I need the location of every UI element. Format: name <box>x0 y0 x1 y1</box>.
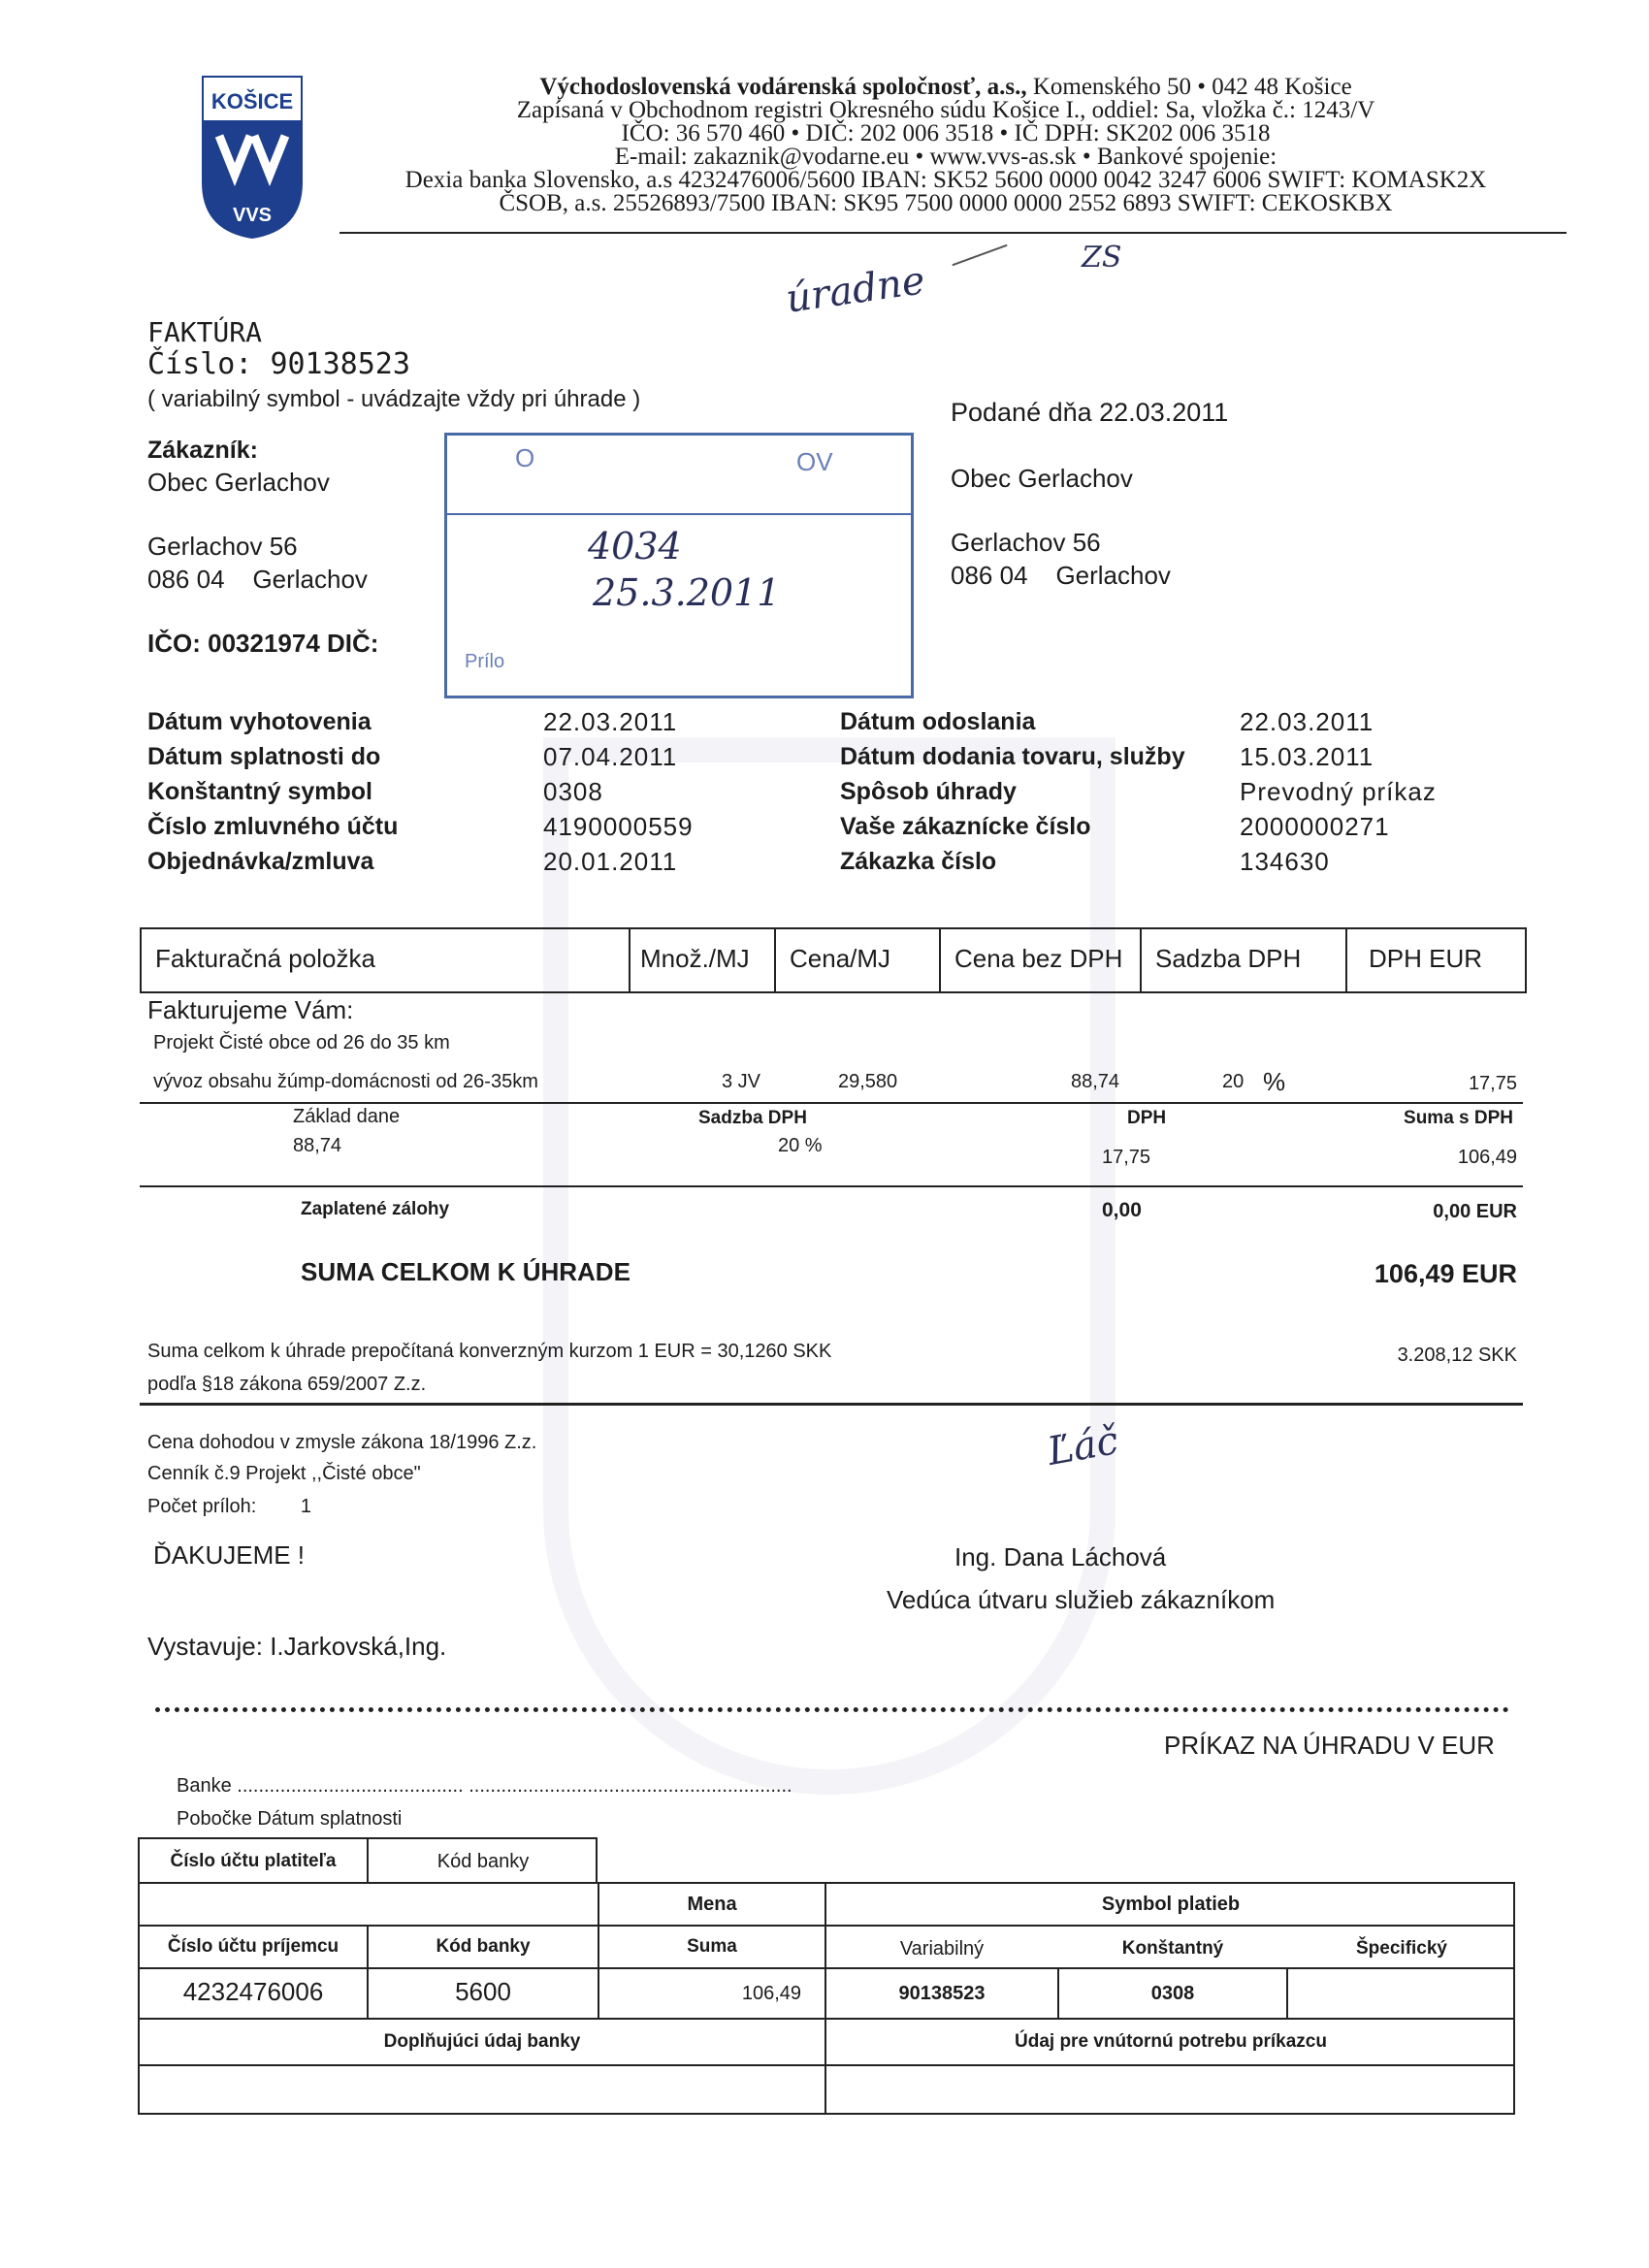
attachments-label: Počet príloh: <box>147 1496 257 1517</box>
detail-value: Prevodný príkaz <box>1240 777 1437 806</box>
signature: Ľáč <box>1044 1418 1122 1474</box>
customer-ico: IČO: 00321974 DIČ: <box>147 629 379 658</box>
advances-vat: 0,00 <box>1102 1199 1142 1221</box>
details-left-values <box>543 704 694 879</box>
logo-text-top: KOŠICE <box>210 89 294 113</box>
recipient-name: Obec Gerlachov <box>951 464 1133 493</box>
handwritten-note: úradne <box>783 258 928 322</box>
attachments-count: 1 <box>300 1496 311 1517</box>
item-vat-rate: 20 <box>1222 1071 1245 1092</box>
detail-label: Zákazka číslo <box>840 848 997 875</box>
pricelist-note: Cenník č.9 Projekt ,,Čisté obce" <box>147 1463 421 1484</box>
details-left <box>147 704 398 879</box>
item-net: 88,74 <box>1071 1071 1120 1092</box>
detail-label: Číslo zmluvného účtu <box>147 813 399 840</box>
payee-account-label: Číslo účtu príjemcu <box>167 1936 340 1957</box>
amount-value: 106,49 <box>741 1983 801 2004</box>
specific-label: Špecifický <box>1356 1938 1447 1959</box>
variable-label: Variabilný <box>899 1938 985 1960</box>
amount-label: Suma <box>687 1936 737 1957</box>
variable-symbol-note: ( variabilný symbol - uvádzajte vždy pri úhrade ) <box>147 386 641 412</box>
company-logo <box>202 76 303 241</box>
grand-total-label: SUMA CELKOM K ÚHRADE <box>301 1257 630 1286</box>
grid-line <box>138 1967 1515 1969</box>
header-divider <box>340 232 1567 234</box>
stamp-divider <box>447 513 911 515</box>
invoice-number-label: Číslo: <box>147 347 253 381</box>
invoice-title: FAKTÚRA <box>147 316 263 348</box>
company-address: Komenského 50 • 042 48 Košice <box>1026 74 1352 100</box>
recipient-city: Gerlachov <box>1055 561 1171 590</box>
items-table-header <box>140 927 1527 993</box>
summary-total-label: Suma s DPH <box>1404 1108 1513 1128</box>
customer-zip: 086 04 <box>147 565 225 594</box>
currency-label: Mena <box>687 1894 737 1915</box>
col-net: Cena bez DPH <box>941 929 1142 991</box>
summary-base-label: Základ dane <box>293 1106 401 1127</box>
details-right <box>840 704 1185 879</box>
summary-divider <box>140 1185 1523 1187</box>
conversion-value: 3.208,12 SKK <box>1397 1345 1517 1366</box>
item-vat-percent: % <box>1263 1067 1286 1096</box>
thanks: ĎAKUJEME ! <box>153 1540 306 1570</box>
stamp-text-left: O <box>515 443 535 472</box>
col-vat: DPH EUR <box>1369 944 1483 973</box>
variable-value: 90138523 <box>898 1983 986 2004</box>
symbols-label: Symbol platieb <box>1101 1894 1241 1915</box>
recipient-zip: 086 04 <box>951 561 1028 590</box>
detail-value: 0308 <box>543 777 603 806</box>
handwritten-initials: ZS <box>1082 241 1122 275</box>
detail-value: 4190000559 <box>543 812 694 841</box>
company-registry: Zapísaná v Obchodnom registri Okresného súdu Košice I., oddiel: Sa, vložka č.: 1243/V <box>516 97 1375 123</box>
detail-label: Dátum splatnosti do <box>147 743 381 770</box>
item-desc: vývoz obsahu žúmp-domácnosti od 26-35km <box>153 1071 538 1092</box>
detail-label: Objednávka/zmluva <box>147 848 374 875</box>
bank-field: Banke .......................................... ............................................................ <box>177 1775 792 1797</box>
payee-account-value: 4232476006 <box>182 1977 324 2006</box>
summary-vat: 17,75 <box>1102 1147 1151 1168</box>
grid-line <box>598 1925 1515 1927</box>
items-intro: Fakturujeme Vám: <box>147 995 354 1024</box>
detail-value: 22.03.2011 <box>1240 707 1374 736</box>
summary-vat-label: DPH <box>1127 1108 1167 1128</box>
handwritten-stroke <box>952 244 1007 266</box>
details-right-values <box>1240 704 1437 879</box>
grid-vline <box>1286 1967 1288 2018</box>
detail-label: Dátum odoslania <box>840 708 1036 735</box>
price-law-note: Cena dohodou v zmysle zákona 18/1996 Z.z. <box>147 1432 537 1453</box>
grand-total: 106,49 EUR <box>1374 1259 1517 1288</box>
branch-field: Pobočke Dátum splatnosti <box>177 1808 403 1830</box>
detail-label: Vaše zákaznícke číslo <box>840 813 1091 840</box>
company-contact: E-mail: zakaznik@vodarne.eu • www.vvs-as.sk • Bankové spojenie: <box>614 144 1277 170</box>
detail-value: 134630 <box>1240 847 1330 876</box>
detail-value: 07.04.2011 <box>543 742 678 771</box>
summary-rate: 20 % <box>778 1135 823 1156</box>
payee-bank-code-label: Kód banky <box>436 1936 531 1957</box>
items-divider <box>140 1102 1523 1104</box>
bank-extra-label: Doplňujúci údaj banky <box>383 2031 581 2052</box>
detail-value: 20.01.2011 <box>543 847 678 876</box>
company-bank1: Dexia banka Slovensko, a.s 4232476006/5600 IBAN: SK52 5600 0000 0042 3247 6006 SWIFT: KOMASK2X <box>404 167 1487 193</box>
items-project: Projekt Čisté obce od 26 do 35 km <box>153 1032 450 1053</box>
company-header <box>320 76 1571 215</box>
item-vat: 17,75 <box>1468 1073 1517 1094</box>
stamp-text-right: OV <box>796 447 833 476</box>
advances-label: Zaplatené zálohy <box>301 1199 450 1219</box>
item-unit-price: 29,580 <box>838 1071 898 1092</box>
conversion-divider <box>140 1403 1523 1406</box>
stamp-date: 25.3.2011 <box>593 571 781 614</box>
summary-total: 106,49 <box>1457 1147 1517 1168</box>
detail-label: Dátum vyhotovenia <box>147 708 372 735</box>
submitted-date: Podané dňa 22.03.2011 <box>951 398 1229 427</box>
detail-value: 22.03.2011 <box>543 707 678 736</box>
payment-order-title: PRÍKAZ NA ÚHRADU V EUR <box>1164 1731 1495 1760</box>
col-qty: Množ./MJ <box>630 929 776 991</box>
company-ids: IČO: 36 570 460 • DIČ: 202 006 3518 • IČ DPH: SK202 006 3518 <box>621 120 1271 146</box>
advances-amount: 0,00 EUR <box>1433 1201 1517 1222</box>
constant-label: Konštantný <box>1121 1938 1224 1959</box>
grid-line <box>138 2018 1515 2020</box>
conversion-line: Suma celkom k úhrade prepočítaná konverzným kurzom 1 EUR = 30,1260 SKK <box>147 1341 832 1362</box>
registry-stamp <box>444 433 914 698</box>
internal-label: Údaj pre vnútornú potrebu príkazcu <box>1015 2031 1327 2052</box>
signer-role: Vedúca útvaru služieb zákazníkom <box>887 1585 1276 1614</box>
payer-account-label: Číslo účtu platiteľa <box>170 1851 337 1871</box>
constant-value: 0308 <box>1150 1983 1195 2004</box>
stamp-number: 4034 <box>588 525 682 567</box>
payee-bank-code-value: 5600 <box>455 1977 511 2006</box>
summary-rate-label: Sadzba DPH <box>698 1108 807 1128</box>
payer-bank-code-label: Kód banky <box>436 1851 530 1872</box>
issued-by: Vystavuje: I.Jarkovská,Ing. <box>147 1632 447 1661</box>
invoice-number: 90138523 <box>270 347 410 381</box>
detail-value: 15.03.2011 <box>1240 742 1374 771</box>
customer-street: Gerlachov 56 <box>147 532 298 561</box>
detail-value: 2000000271 <box>1240 812 1390 841</box>
customer-city: Gerlachov <box>252 565 368 594</box>
signer-name: Ing. Dana Láchová <box>954 1542 1167 1571</box>
col-vat-rate: Sadzba DPH <box>1142 929 1347 991</box>
logo-text-mid: VVS <box>232 205 273 226</box>
conversion-law: podľa §18 zákona 659/2007 Z.z. <box>147 1374 427 1395</box>
grid-line <box>138 2064 1515 2066</box>
cut-line <box>155 1707 1509 1712</box>
detail-label: Konštantný symbol <box>147 778 372 805</box>
col-unit-price: Cena/MJ <box>776 929 941 991</box>
detail-label: Dátum dodania tovaru, služby <box>840 743 1185 770</box>
recipient-street: Gerlachov 56 <box>951 528 1101 557</box>
summary-base: 88,74 <box>293 1135 342 1156</box>
col-item: Fakturačná položka <box>142 929 630 991</box>
stamp-footer: Prílo <box>465 651 505 672</box>
item-qty: 3 JV <box>722 1071 761 1092</box>
customer-label: Zákazník: <box>147 437 258 464</box>
detail-label: Spôsob úhrady <box>840 778 1017 805</box>
customer-name: Obec Gerlachov <box>147 468 330 497</box>
company-bank2: ČSOB, a.s. 25526893/7500 IBAN: SK95 7500 0000 0000 2552 6893 SWIFT: CEKOSKBX <box>499 190 1393 216</box>
company-name: Východoslovenská vodárenská spoločnosť, a.s., <box>539 74 1027 100</box>
